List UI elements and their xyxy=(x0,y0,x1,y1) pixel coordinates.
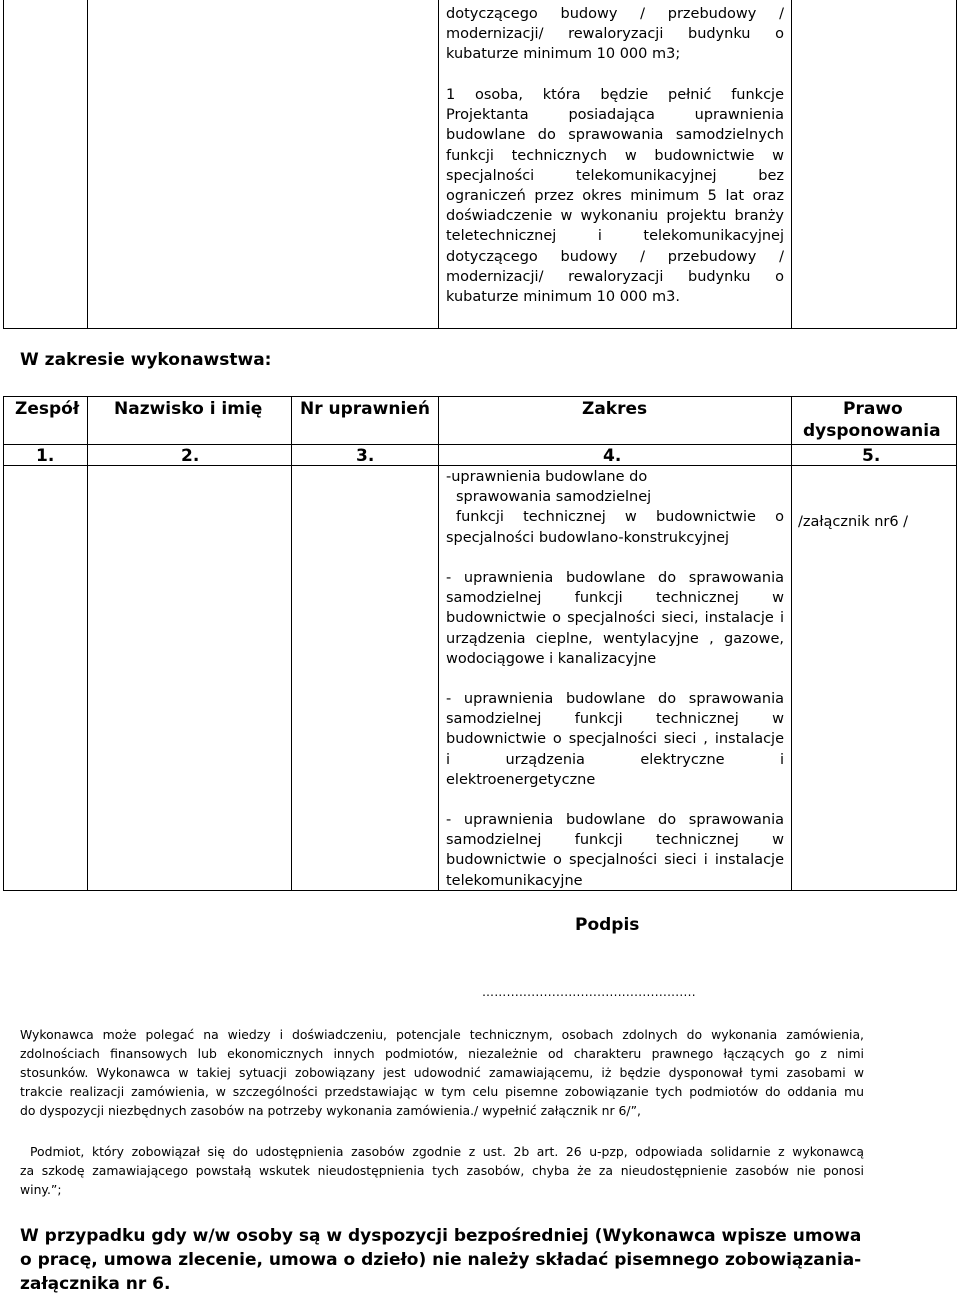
top-table-border-2 xyxy=(438,0,439,328)
zakres-entry-4: - uprawnienia budowlane do sprawowania samodzielnej funkcji technicznej w budownictwie o specjalności sieci i instalacje telekomunikacyjne xyxy=(446,812,784,889)
zakres-entry-3: - uprawnienia budowlane do sprawowania samodzielnej funkcji technicznej w budownictwie o specjalności sieci , instalacje i urządzenia elektryczne i elektroenergetyczne xyxy=(446,691,784,788)
table2-top xyxy=(3,396,957,397)
paragraph-reliance: Wykonawca może polegać na wiedzy i doświadczeniu, potencjale technicznym, osobach zdolnych do wykonania zamówienia, zdolnościach finansowych lub ekonomicznych innych podmiotów, niezależnie od charakteru prawnego łączących go z nimi stosunków. Wykonawca w takiej sytuacji zobowiązany jest udowodnić zamawiającemu, iż będzie dysponował tymi zasobami w trakcie realizacji zamówienia, w szczególności przedstawiając w tym celu pisemne zobowiązanie tych podmiotów do oddania mu do dyspozycji niezbędnych zasobów na potrzeby wykonania zamówienia./ wypełnić załącznik nr 6/”, xyxy=(20,1027,864,1118)
top-table-border-1 xyxy=(87,0,88,328)
signature-label: Podpis xyxy=(575,915,640,935)
table2-border-right xyxy=(956,396,957,891)
col-number-4: 4. xyxy=(603,446,622,466)
top-table-border-3 xyxy=(791,0,792,328)
header-zakres: Zakres xyxy=(582,399,648,419)
col-number-3: 3. xyxy=(356,446,375,466)
zakres-entry-1: -uprawnienia budowlane do sprawowania samodzielnej funkcji technicznej w budownictwie o specjalności budowlano-konstrukcyjnej xyxy=(446,469,784,546)
table2-border-2 xyxy=(291,396,292,891)
table2-border-3 xyxy=(438,396,439,891)
prawo-entry-1: /załącznik nr6 / xyxy=(798,514,909,530)
table2-header-bottom xyxy=(3,444,957,445)
top-table-bottom xyxy=(3,328,957,329)
table2-border-left xyxy=(3,396,4,891)
table2-border-1 xyxy=(87,396,88,891)
zakres-entry-2: - uprawnienia budowlane do sprawowania samodzielnej funkcji technicznej w budownictwie o specjalności sieci, instalacje i urządzenia cieplne, wentylacyjne , gazowe, wodociągowe i kanalizacyjne xyxy=(446,570,784,667)
col-number-2: 2. xyxy=(181,446,200,466)
top-table-border-left xyxy=(3,0,4,328)
signature-dots: …….............................................. xyxy=(482,985,696,999)
table2-border-4 xyxy=(791,396,792,891)
col-number-5: 5. xyxy=(862,446,881,466)
header-prawo: Prawo xyxy=(843,399,903,419)
top-table-border-right xyxy=(956,0,957,328)
table2-numbers-bottom xyxy=(3,465,957,466)
header-zespol: Zespół xyxy=(15,399,80,419)
paragraph-joint-liability: Podmiot, który zobowiązał się do udostępnienia zasobów zgodnie z ust. 2b art. 26 u-pzp, odpowiada solidarnie z wykonawcą za szkodę zamawiającego powstałą wskutek nieudostępnienia tych zasobów, chyba że za nieudostępnienie zasobów nie ponosi winy.”; xyxy=(20,1144,864,1197)
header-nazwisko: Nazwisko i imię xyxy=(114,399,263,419)
top-cell-text-a: dotyczącego budowy / przebudowy / modernizacji/ rewaloryzacji budynku o kubaturze minimum 10 000 m3; xyxy=(446,6,784,63)
col-number-1: 1. xyxy=(36,446,55,466)
header-nr-uprawnien: Nr uprawnień xyxy=(300,399,430,419)
closing-note: W przypadku gdy w/w osoby są w dyspozycji bezpośredniej (Wykonawca wpisze umowa o pracę, umowa zlecenie, umowa o dzieło) nie należy składać pisemnego zobowiązania- załącznika nr 6. xyxy=(20,1226,862,1294)
section-title: W zakresie wykonawstwa: xyxy=(20,350,272,370)
header-dysponowania: dysponowania xyxy=(803,421,941,441)
top-cell-text-b: 1 osoba, która będzie pełnić funkcje Projektanta posiadająca uprawnienia budowlane do sprawowania samodzielnych funkcji technicznych w budownictwie w specjalności telekomunikacyjnej bez ograniczeń przez okres minimum 5 lat oraz doświadczenie w wykonaniu projektu branży teletechnicznej i telekomunikacyjnej dotyczącego budowy / przebudowy / modernizacji/ rewaloryzacji budynku o kubaturze minimum 10 000 m3. xyxy=(446,87,784,306)
